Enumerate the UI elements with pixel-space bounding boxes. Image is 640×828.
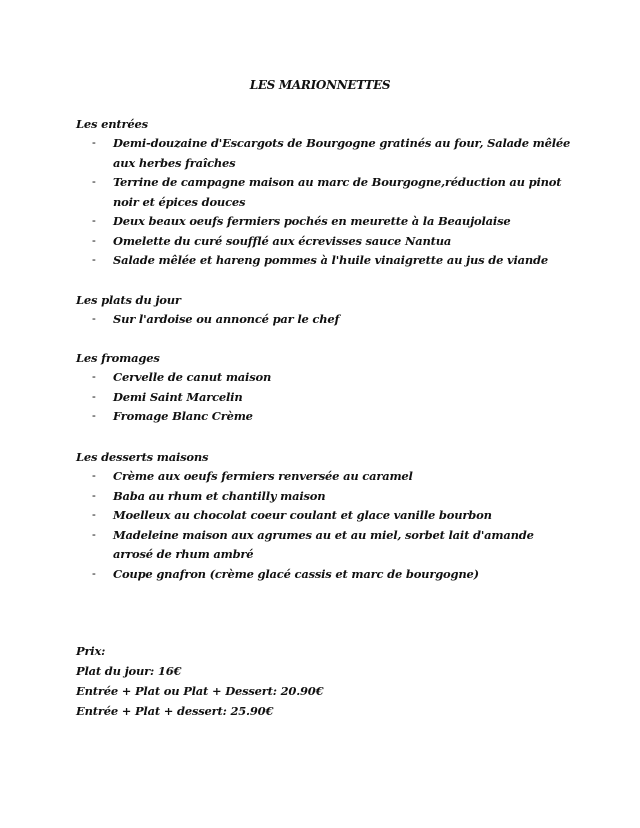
list-item	[76, 565, 576, 585]
list-item	[76, 526, 576, 565]
section-heading: Les desserts maisons	[76, 450, 209, 464]
section-fromages	[76, 348, 576, 427]
prices-heading: Prix:	[76, 644, 106, 658]
dash-bullet: -	[92, 254, 96, 266]
dash-bullet: -	[92, 215, 96, 227]
section-heading: Les plats du jour	[76, 293, 181, 307]
list-item	[76, 388, 576, 408]
item-text: Terrine de campagne maison au marc de Bourgogne,réduction au pinot noir et épices douces	[113, 175, 562, 209]
price-line: Entrée + Plat + dessert: 25.90€	[76, 704, 274, 718]
item-text: Coupe gnafron (crème glacé cassis et marc de bourgogne)	[113, 566, 479, 581]
dash-bullet: -	[92, 137, 96, 149]
prices-block	[76, 641, 576, 721]
price-line: Entrée + Plat ou Plat + Dessert: 20.90€	[76, 684, 324, 698]
dash-bullet: -	[92, 470, 96, 482]
restaurant-title: LES MARIONNETTES	[249, 78, 391, 92]
item-text: Baba au rhum et chantilly maison	[113, 488, 326, 503]
dash-bullet: -	[92, 489, 96, 502]
section-heading: Les fromages	[76, 351, 160, 365]
list-item	[76, 407, 576, 427]
list-item	[76, 506, 576, 526]
item-text: Crème aux oeufs fermiers renversée au caramel	[113, 469, 413, 483]
list-item	[76, 368, 576, 388]
dash-bullet: -	[92, 234, 96, 247]
item-text: Moelleux au chocolat coeur coulant et glace vanille bourbon	[113, 508, 492, 522]
item-text: Salade mêlée et hareng pommes à l'huile vinaigrette au jus de viande	[113, 253, 549, 267]
list-item	[76, 232, 576, 252]
item-text: Fromage Blanc Crème	[113, 409, 253, 423]
fromages-list	[76, 368, 576, 427]
list-item	[76, 251, 576, 271]
item-text: Demi-douzaine d'Escargots de Bourgogne gratinés au four, Salade mêlée aux herbes fraîches	[113, 136, 571, 170]
item-text: Omelette du curé soufflé aux écrevisses sauce Nantua	[113, 233, 452, 248]
item-text: Demi Saint Marcelin	[113, 389, 243, 404]
dash-bullet: -	[92, 390, 96, 403]
section-desserts	[76, 447, 576, 584]
section-plats-du-jour	[76, 290, 576, 330]
entrees-list	[76, 134, 576, 271]
item-text: Cervelle de canut maison	[113, 370, 272, 384]
section-heading: Les entrées	[76, 117, 148, 131]
plats-list	[76, 310, 576, 330]
dash-bullet: -	[92, 313, 96, 325]
section-entrees	[76, 114, 576, 271]
dash-bullet: -	[92, 410, 96, 422]
item-text: Deux beaux oeufs fermiers pochés en meurette à la Beaujolaise	[113, 214, 511, 228]
desserts-list	[76, 467, 576, 584]
price-line: Plat du jour: 16€	[76, 664, 182, 678]
list-item	[76, 134, 576, 173]
dash-bullet: -	[92, 176, 96, 188]
list-item	[76, 173, 576, 212]
list-item	[76, 487, 576, 507]
item-text: Sur l'ardoise ou annoncé par le chef	[113, 312, 340, 326]
dash-bullet: -	[92, 528, 96, 541]
item-text: Madeleine maison aux agrumes au et au miel, sorbet lait d'amande arrosé de rhum ambré	[113, 527, 534, 561]
list-item	[76, 310, 576, 330]
dash-bullet: -	[92, 567, 96, 580]
dash-bullet: -	[92, 509, 96, 521]
list-item	[76, 467, 576, 487]
dash-bullet: -	[92, 371, 96, 383]
list-item	[76, 212, 576, 232]
